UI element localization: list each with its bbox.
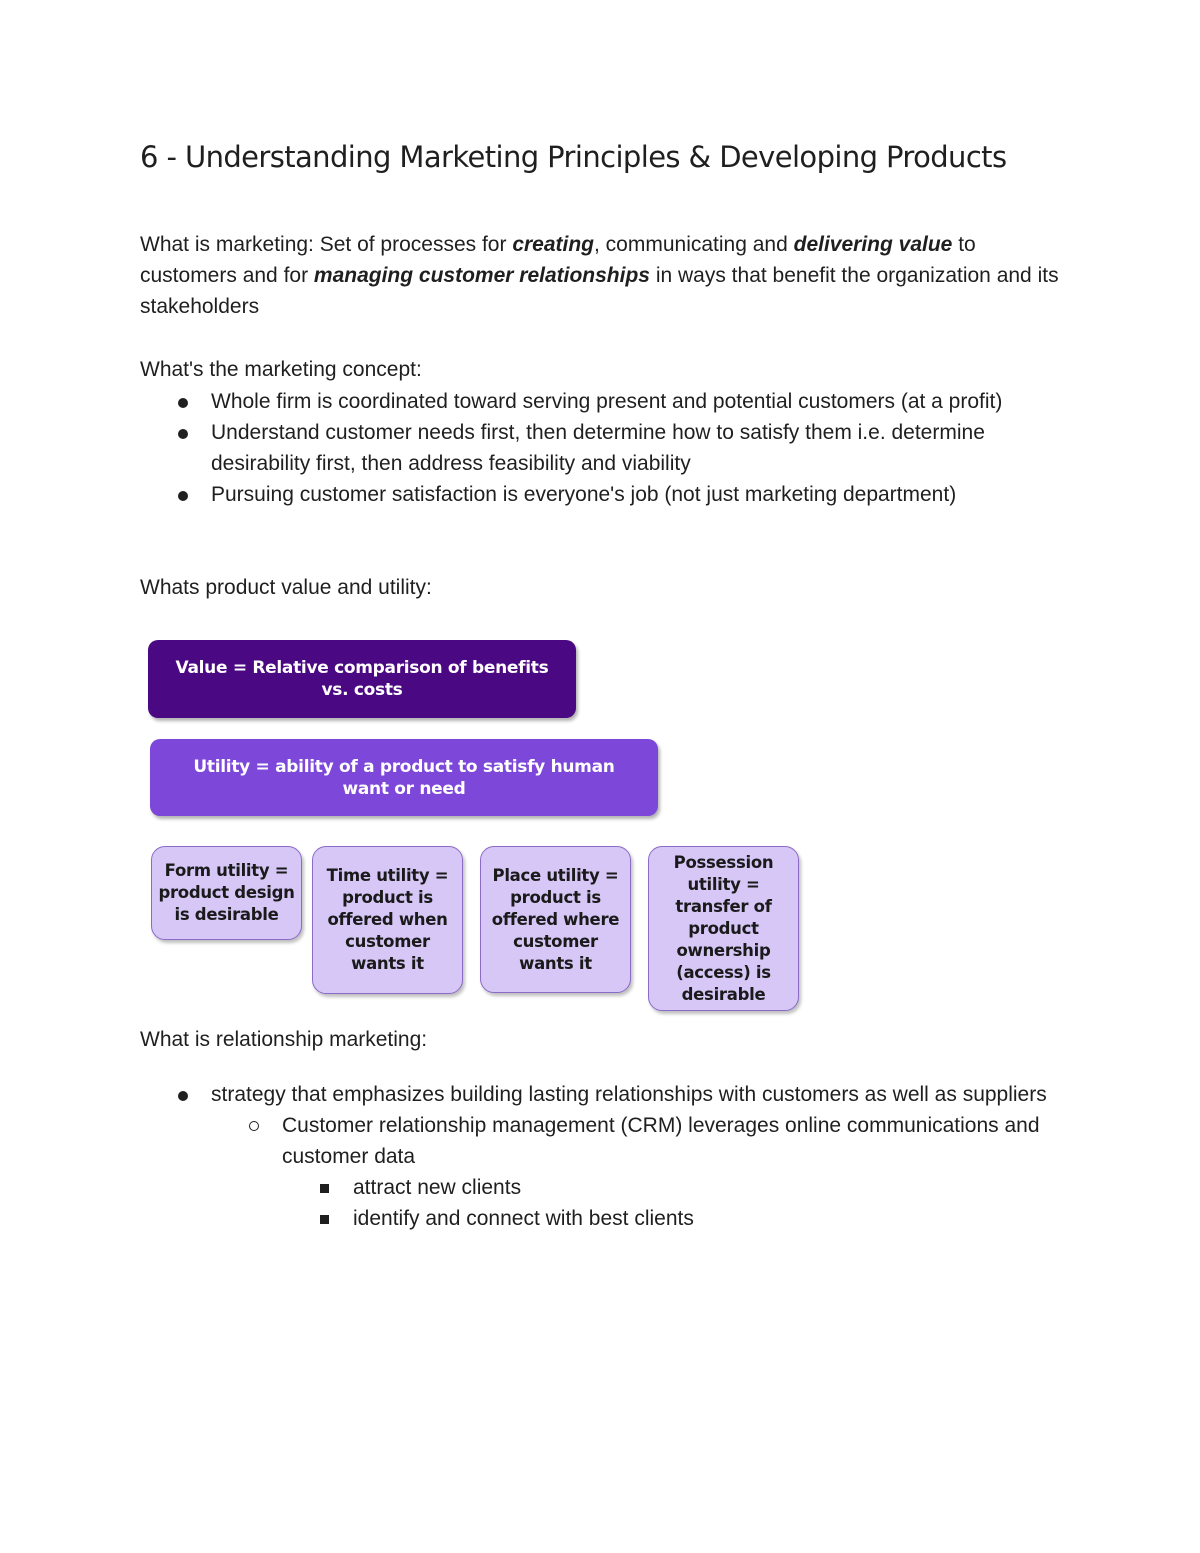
definition-text: to customers and for [140,233,976,287]
definition-text: in ways that benefit the organization and its stakeholders [140,264,1059,318]
definition-text: , communicating and [594,233,794,256]
list-item: identify and connect with best clients [282,1203,1070,1234]
definition-emphasis: managing customer relationships [313,264,650,287]
place-utility-box: Place utility = product is offered where customer wants it [480,846,631,993]
marketing-concept-heading: What's the marketing concept: [140,358,422,381]
crm-sublist [211,1110,1070,1234]
definition-text: What is marketing: Set of processes for [140,233,513,256]
list-item-text: strategy that emphasizes building lasting relationships with customers as well as suppliers [211,1083,1047,1106]
definition-emphasis: delivering value [793,233,953,256]
possession-utility-box: Possession utility = transfer of product ownership (access) is desirable [648,846,799,1011]
list-item [140,1079,1070,1234]
list-item-text: Customer relationship management (CRM) leverages online communications and customer data [282,1114,1040,1168]
list-item [211,1110,1070,1234]
page-title: 6 - Understanding Marketing Principles & Developing Products [140,140,1007,174]
form-utility-box: Form utility = product design is desirable [151,846,302,940]
list-item: Whole firm is coordinated toward serving present and potential customers (at a profit) [140,386,1070,417]
value-box: Value = Relative comparison of benefits vs. costs [148,640,576,718]
time-utility-box: Time utility = product is offered when customer wants it [312,846,463,994]
marketing-concept-list [140,386,1070,510]
crm-subsublist [282,1172,1070,1234]
relationship-marketing-list [140,1079,1070,1234]
marketing-definition [140,229,1070,322]
definition-emphasis: creating [512,233,595,256]
list-item: attract new clients [282,1172,1070,1203]
relationship-marketing-heading: What is relationship marketing: [140,1028,428,1051]
utility-box: Utility = ability of a product to satisfy human want or need [150,739,658,816]
product-value-heading: Whats product value and utility: [140,576,432,599]
list-item: Understand customer needs first, then determine how to satisfy them i.e. determine desirability first, then address feasibility and viability [140,417,1070,479]
list-item: Pursuing customer satisfaction is everyone's job (not just marketing department) [140,479,1070,510]
